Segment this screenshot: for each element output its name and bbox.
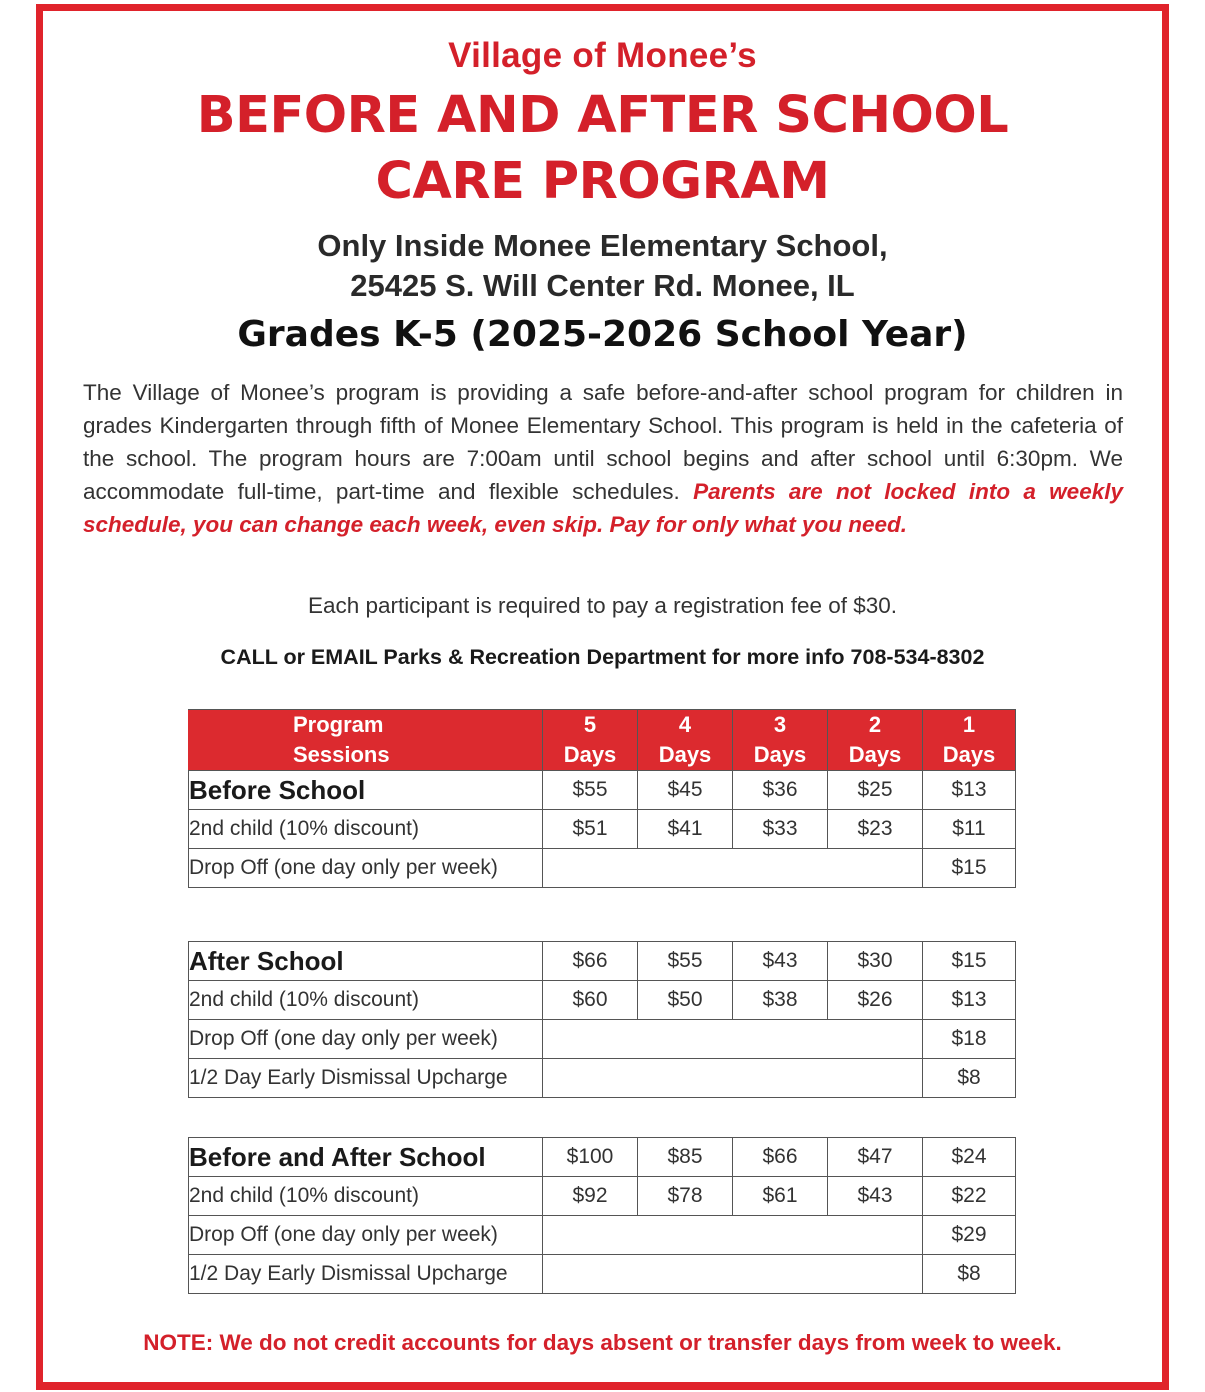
header-1-days <box>923 710 1016 771</box>
price-cell: $60 <box>543 981 638 1020</box>
after-school-title: After School <box>189 942 543 981</box>
price-cell: $24 <box>923 1138 1016 1177</box>
price-cell: $55 <box>638 942 733 981</box>
table-row <box>189 1059 1016 1098</box>
header-sessions-line1: Program <box>293 712 384 737</box>
table-row <box>189 981 1016 1020</box>
header-2-days <box>828 710 923 771</box>
price-cell: $8 <box>923 1059 1016 1098</box>
table-row <box>189 849 1016 888</box>
rates-table-after-school <box>188 941 1016 1098</box>
row-label: 2nd child (10% discount) <box>189 1177 543 1216</box>
price-cell: $43 <box>828 1177 923 1216</box>
description-body: The Village of Monee’s program is providing a safe before-and-after school program for children in grades Kindergarten through fifth of Monee Elementary School. This program is held in the cafeteria of the school. The program hours are 7:00am until school begins and after school until 6:30pm. We accommodate full-time, part-time and flexible schedules. <box>83 380 1123 504</box>
table-header-row <box>189 710 1016 771</box>
row-label: Drop Off (one day only per week) <box>189 1020 543 1059</box>
row-label: Drop Off (one day only per week) <box>189 1216 543 1255</box>
price-cell: $13 <box>923 981 1016 1020</box>
price-cell: $33 <box>733 810 828 849</box>
program-title-line2: CARE PROGRAM <box>375 152 830 211</box>
registration-fee: Each participant is required to pay a registration fee of $30. <box>307 593 898 618</box>
price-cell: $38 <box>733 981 828 1020</box>
price-cell: $25 <box>828 771 923 810</box>
price-cell: $36 <box>733 771 828 810</box>
header-4-num: 4 <box>678 712 692 737</box>
header-5-days <box>543 710 638 771</box>
header-2-num: 2 <box>868 712 882 737</box>
price-cell: $100 <box>543 1138 638 1177</box>
price-cell: $55 <box>543 771 638 810</box>
program-description <box>83 376 1123 541</box>
rates-table-before-and-after <box>188 1137 1016 1294</box>
row-label: 1/2 Day Early Dismissal Upcharge <box>189 1255 543 1294</box>
price-cell: $22 <box>923 1177 1016 1216</box>
price-cell: $8 <box>923 1255 1016 1294</box>
price-cell: $85 <box>638 1138 733 1177</box>
table-row <box>189 1138 1016 1177</box>
price-cell: $29 <box>923 1216 1016 1255</box>
price-cell: $18 <box>923 1020 1016 1059</box>
description-emphasis: Parents are not locked into a weekly schedule, you can change each week, even skip. Pay for only what you need. <box>83 479 1123 537</box>
price-cell: $47 <box>828 1138 923 1177</box>
before-school-title: Before School <box>189 771 543 810</box>
price-cell: $61 <box>733 1177 828 1216</box>
header-1-num: 1 <box>962 712 976 737</box>
header-3-days <box>733 710 828 771</box>
header-program-sessions <box>189 710 543 771</box>
footer-note: NOTE: We do not credit accounts for days absent or transfer days from week to week. <box>143 1330 1062 1355</box>
row-label: 1/2 Day Early Dismissal Upcharge <box>189 1059 543 1098</box>
price-cell: $78 <box>638 1177 733 1216</box>
location-line2: 25425 S. Will Center Rd. Monee, IL <box>350 268 855 303</box>
price-cell: $13 <box>923 771 1016 810</box>
table-row <box>189 1177 1016 1216</box>
rates-table-before-school <box>188 709 1016 888</box>
price-cell: $23 <box>828 810 923 849</box>
table-row <box>189 1020 1016 1059</box>
grades-heading: Grades K-5 (2025-2026 School Year) <box>237 314 968 355</box>
header-sessions-line2: Sessions <box>293 742 390 767</box>
table-row <box>189 1216 1016 1255</box>
program-title-line1: BEFORE AND AFTER SCHOOL <box>196 86 1009 145</box>
price-cell: $51 <box>543 810 638 849</box>
price-cell: $15 <box>923 942 1016 981</box>
empty-cell <box>543 849 923 888</box>
table-row <box>189 1255 1016 1294</box>
row-label: Drop Off (one day only per week) <box>189 849 543 888</box>
empty-cell <box>543 1216 923 1255</box>
header-4-days <box>638 710 733 771</box>
header-4-unit: Days <box>658 742 712 767</box>
table-row <box>189 771 1016 810</box>
row-label: 2nd child (10% discount) <box>189 981 543 1020</box>
table-row <box>189 810 1016 849</box>
price-cell: $66 <box>543 942 638 981</box>
empty-cell <box>543 1059 923 1098</box>
village-title: Village of Monee’s <box>448 36 757 75</box>
price-cell: $43 <box>733 942 828 981</box>
header-3-unit: Days <box>753 742 807 767</box>
price-cell: $45 <box>638 771 733 810</box>
before-and-after-title: Before and After School <box>189 1138 543 1177</box>
price-cell: $15 <box>923 849 1016 888</box>
price-cell: $11 <box>923 810 1016 849</box>
header-2-unit: Days <box>848 742 902 767</box>
header-1-unit: Days <box>942 742 996 767</box>
table-row <box>189 942 1016 981</box>
location-line1: Only Inside Monee Elementary School, <box>317 228 888 263</box>
row-label: 2nd child (10% discount) <box>189 810 543 849</box>
price-cell: $30 <box>828 942 923 981</box>
price-cell: $41 <box>638 810 733 849</box>
header-5-num: 5 <box>583 712 597 737</box>
contact-info: CALL or EMAIL Parks & Recreation Department for more info 708-534-8302 <box>220 645 985 669</box>
price-cell: $50 <box>638 981 733 1020</box>
header-3-num: 3 <box>773 712 787 737</box>
price-cell: $26 <box>828 981 923 1020</box>
price-cell: $92 <box>543 1177 638 1216</box>
price-cell: $66 <box>733 1138 828 1177</box>
empty-cell <box>543 1020 923 1059</box>
empty-cell <box>543 1255 923 1294</box>
header-5-unit: Days <box>563 742 617 767</box>
